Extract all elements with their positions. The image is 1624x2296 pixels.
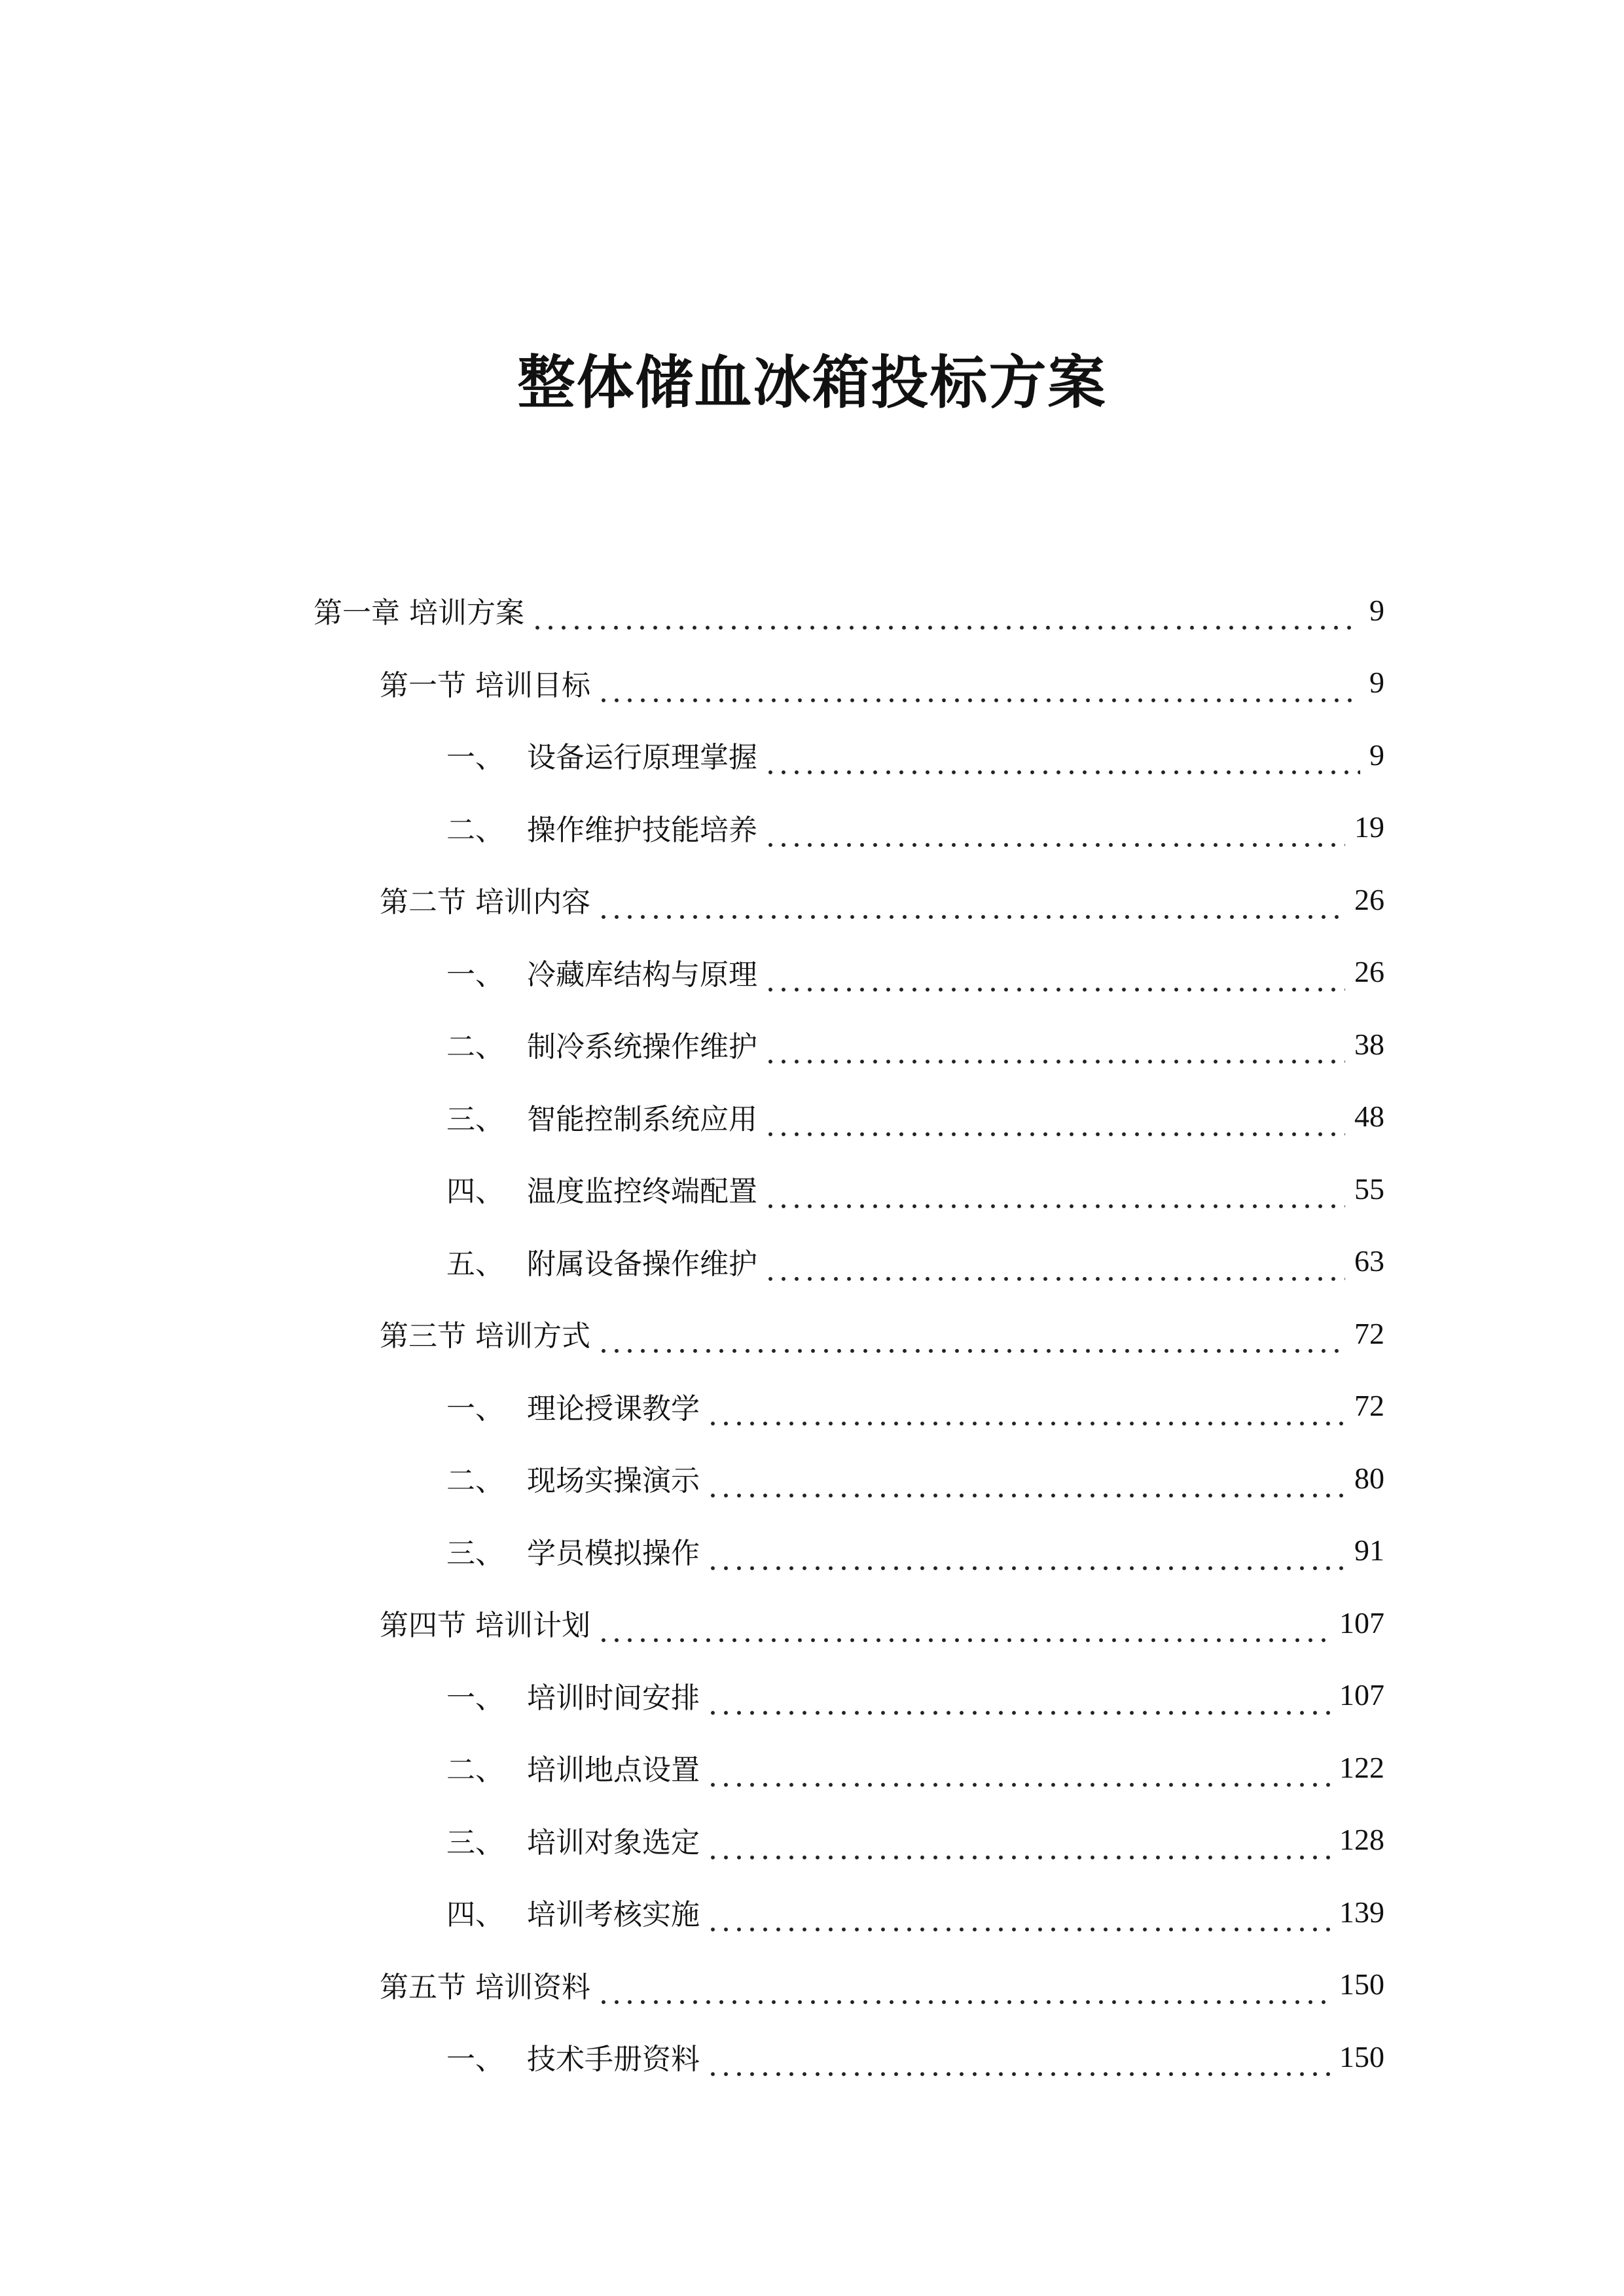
toc-entry-number: 三、 bbox=[446, 1536, 504, 1570]
toc-entry-label: 第三节 培训方式 bbox=[380, 1319, 590, 1354]
toc-entry[interactable] bbox=[380, 1948, 1384, 2021]
dot-leader bbox=[764, 1254, 1345, 1283]
toc-entry-page: 107 bbox=[1339, 1605, 1384, 1640]
dot-leader bbox=[706, 1833, 1330, 1861]
toc-entry-label: 附属设备操作维护 bbox=[527, 1247, 757, 1281]
toc-entry-label: 培训对象选定 bbox=[527, 1825, 700, 1859]
dot-leader bbox=[764, 747, 1360, 776]
toc-entry-page: 107 bbox=[1339, 1678, 1384, 1712]
dot-leader bbox=[706, 1543, 1345, 1572]
toc-entry-label: 现场实操演示 bbox=[527, 1464, 700, 1498]
toc-entry[interactable] bbox=[380, 647, 1384, 719]
toc-entry-label: 学员模拟操作 bbox=[527, 1536, 700, 1570]
toc-entry-page: 9 bbox=[1369, 738, 1384, 772]
toc-entry-label: 技术手册资料 bbox=[527, 2043, 700, 2077]
toc-entry-number: 二、 bbox=[446, 813, 504, 847]
toc-entry-number: 二、 bbox=[446, 1753, 504, 1787]
toc-entry-label: 温度监控终端配置 bbox=[527, 1175, 757, 1209]
toc-entry-page: 139 bbox=[1339, 1895, 1384, 1929]
toc-entry-number: 三、 bbox=[446, 1102, 504, 1136]
toc-entry-number: 五、 bbox=[446, 1247, 504, 1281]
toc-entry[interactable] bbox=[446, 1804, 1384, 1876]
dot-leader bbox=[706, 1471, 1345, 1499]
toc-entry-label: 培训地点设置 bbox=[527, 1753, 700, 1787]
toc-entry-number: 一、 bbox=[446, 1681, 504, 1715]
dot-leader bbox=[706, 1760, 1330, 1789]
toc-entry-page: 150 bbox=[1339, 2039, 1384, 2073]
toc-entry-page: 38 bbox=[1354, 1027, 1384, 1061]
toc-entry-label: 第五节 培训资料 bbox=[380, 1970, 590, 2004]
toc-entry-number: 一、 bbox=[446, 958, 504, 992]
dot-leader bbox=[764, 1109, 1345, 1138]
toc-entry-label: 培训时间安排 bbox=[527, 1681, 700, 1715]
toc-entry-label: 第一节 培训目标 bbox=[380, 668, 590, 702]
toc-entry-number: 四、 bbox=[446, 1898, 504, 1932]
toc-entry-number: 二、 bbox=[446, 1030, 504, 1064]
dot-leader bbox=[764, 1037, 1345, 1066]
toc-entry[interactable] bbox=[380, 1587, 1384, 1659]
toc-entry-page: 128 bbox=[1339, 1823, 1384, 1857]
toc-entry[interactable] bbox=[380, 1297, 1384, 1370]
toc-entry[interactable] bbox=[446, 1153, 1384, 1225]
toc-entry[interactable] bbox=[446, 791, 1384, 864]
toc-entry-label: 第四节 培训计划 bbox=[380, 1609, 590, 1643]
toc-entry-number: 一、 bbox=[446, 1391, 504, 1426]
toc-entry-page: 55 bbox=[1354, 1172, 1384, 1206]
toc-entry-page: 9 bbox=[1369, 593, 1384, 627]
dot-leader bbox=[706, 1905, 1330, 1933]
toc-entry[interactable] bbox=[446, 1731, 1384, 1804]
dot-leader bbox=[706, 1688, 1330, 1717]
toc-entry-label: 第一章 培训方案 bbox=[314, 596, 524, 630]
toc-entry[interactable] bbox=[380, 863, 1384, 936]
toc-entry[interactable] bbox=[446, 1515, 1384, 1587]
toc-entry-page: 9 bbox=[1369, 666, 1384, 700]
toc-entry-number: 一、 bbox=[446, 2043, 504, 2077]
dot-leader bbox=[706, 2049, 1330, 2078]
toc-entry-number: 一、 bbox=[446, 741, 504, 775]
toc-entry-label: 制冷系统操作维护 bbox=[527, 1030, 757, 1064]
dot-leader bbox=[597, 1615, 1330, 1644]
toc-entry-label: 智能控制系统应用 bbox=[527, 1102, 757, 1136]
document-title: 整体储血冰箱投标方案 bbox=[517, 349, 1107, 416]
toc-entry[interactable] bbox=[446, 1225, 1384, 1298]
toc-entry-page: 72 bbox=[1354, 1316, 1384, 1350]
dot-leader bbox=[764, 965, 1345, 994]
toc-entry-label: 设备运行原理掌握 bbox=[527, 741, 757, 775]
toc-entry-page: 63 bbox=[1354, 1244, 1384, 1278]
dot-leader bbox=[597, 675, 1360, 704]
toc-entry-label: 培训考核实施 bbox=[527, 1898, 700, 1932]
toc-entry-page: 122 bbox=[1339, 1750, 1384, 1784]
dot-leader bbox=[531, 603, 1360, 632]
toc-entry[interactable] bbox=[446, 2020, 1384, 2093]
dot-leader bbox=[597, 1977, 1330, 2006]
toc-entry-number: 三、 bbox=[446, 1825, 504, 1859]
toc-entry[interactable] bbox=[446, 1081, 1384, 1153]
table-of-contents bbox=[0, 574, 1624, 2093]
toc-entry[interactable] bbox=[446, 1370, 1384, 1443]
toc-entry-page: 91 bbox=[1354, 1534, 1384, 1568]
toc-entry[interactable] bbox=[446, 719, 1384, 791]
dot-leader bbox=[764, 1181, 1345, 1210]
toc-entry-page: 26 bbox=[1354, 955, 1384, 989]
dot-leader bbox=[597, 1326, 1345, 1355]
dot-leader bbox=[597, 892, 1345, 921]
toc-entry-label: 冷藏库结构与原理 bbox=[527, 958, 757, 992]
toc-entry-page: 150 bbox=[1339, 1967, 1384, 2001]
dot-leader bbox=[764, 820, 1345, 849]
dot-leader bbox=[706, 1399, 1345, 1427]
toc-entry[interactable] bbox=[446, 1876, 1384, 1948]
toc-entry-number: 二、 bbox=[446, 1464, 504, 1498]
toc-entry[interactable] bbox=[446, 1659, 1384, 1732]
toc-entry-page: 80 bbox=[1354, 1461, 1384, 1495]
toc-entry-page: 26 bbox=[1354, 882, 1384, 916]
toc-entry-page: 48 bbox=[1354, 1100, 1384, 1134]
toc-entry-page: 19 bbox=[1354, 810, 1384, 844]
toc-entry[interactable] bbox=[446, 1008, 1384, 1081]
toc-entry-label: 操作维护技能培养 bbox=[527, 813, 757, 847]
toc-entry[interactable] bbox=[446, 936, 1384, 1009]
toc-entry-page: 72 bbox=[1354, 1389, 1384, 1423]
toc-entry-number: 四、 bbox=[446, 1175, 504, 1209]
toc-entry-label: 第二节 培训内容 bbox=[380, 886, 590, 920]
toc-entry[interactable] bbox=[446, 1442, 1384, 1515]
toc-entry[interactable] bbox=[314, 574, 1384, 647]
toc-entry-label: 理论授课教学 bbox=[527, 1391, 700, 1426]
